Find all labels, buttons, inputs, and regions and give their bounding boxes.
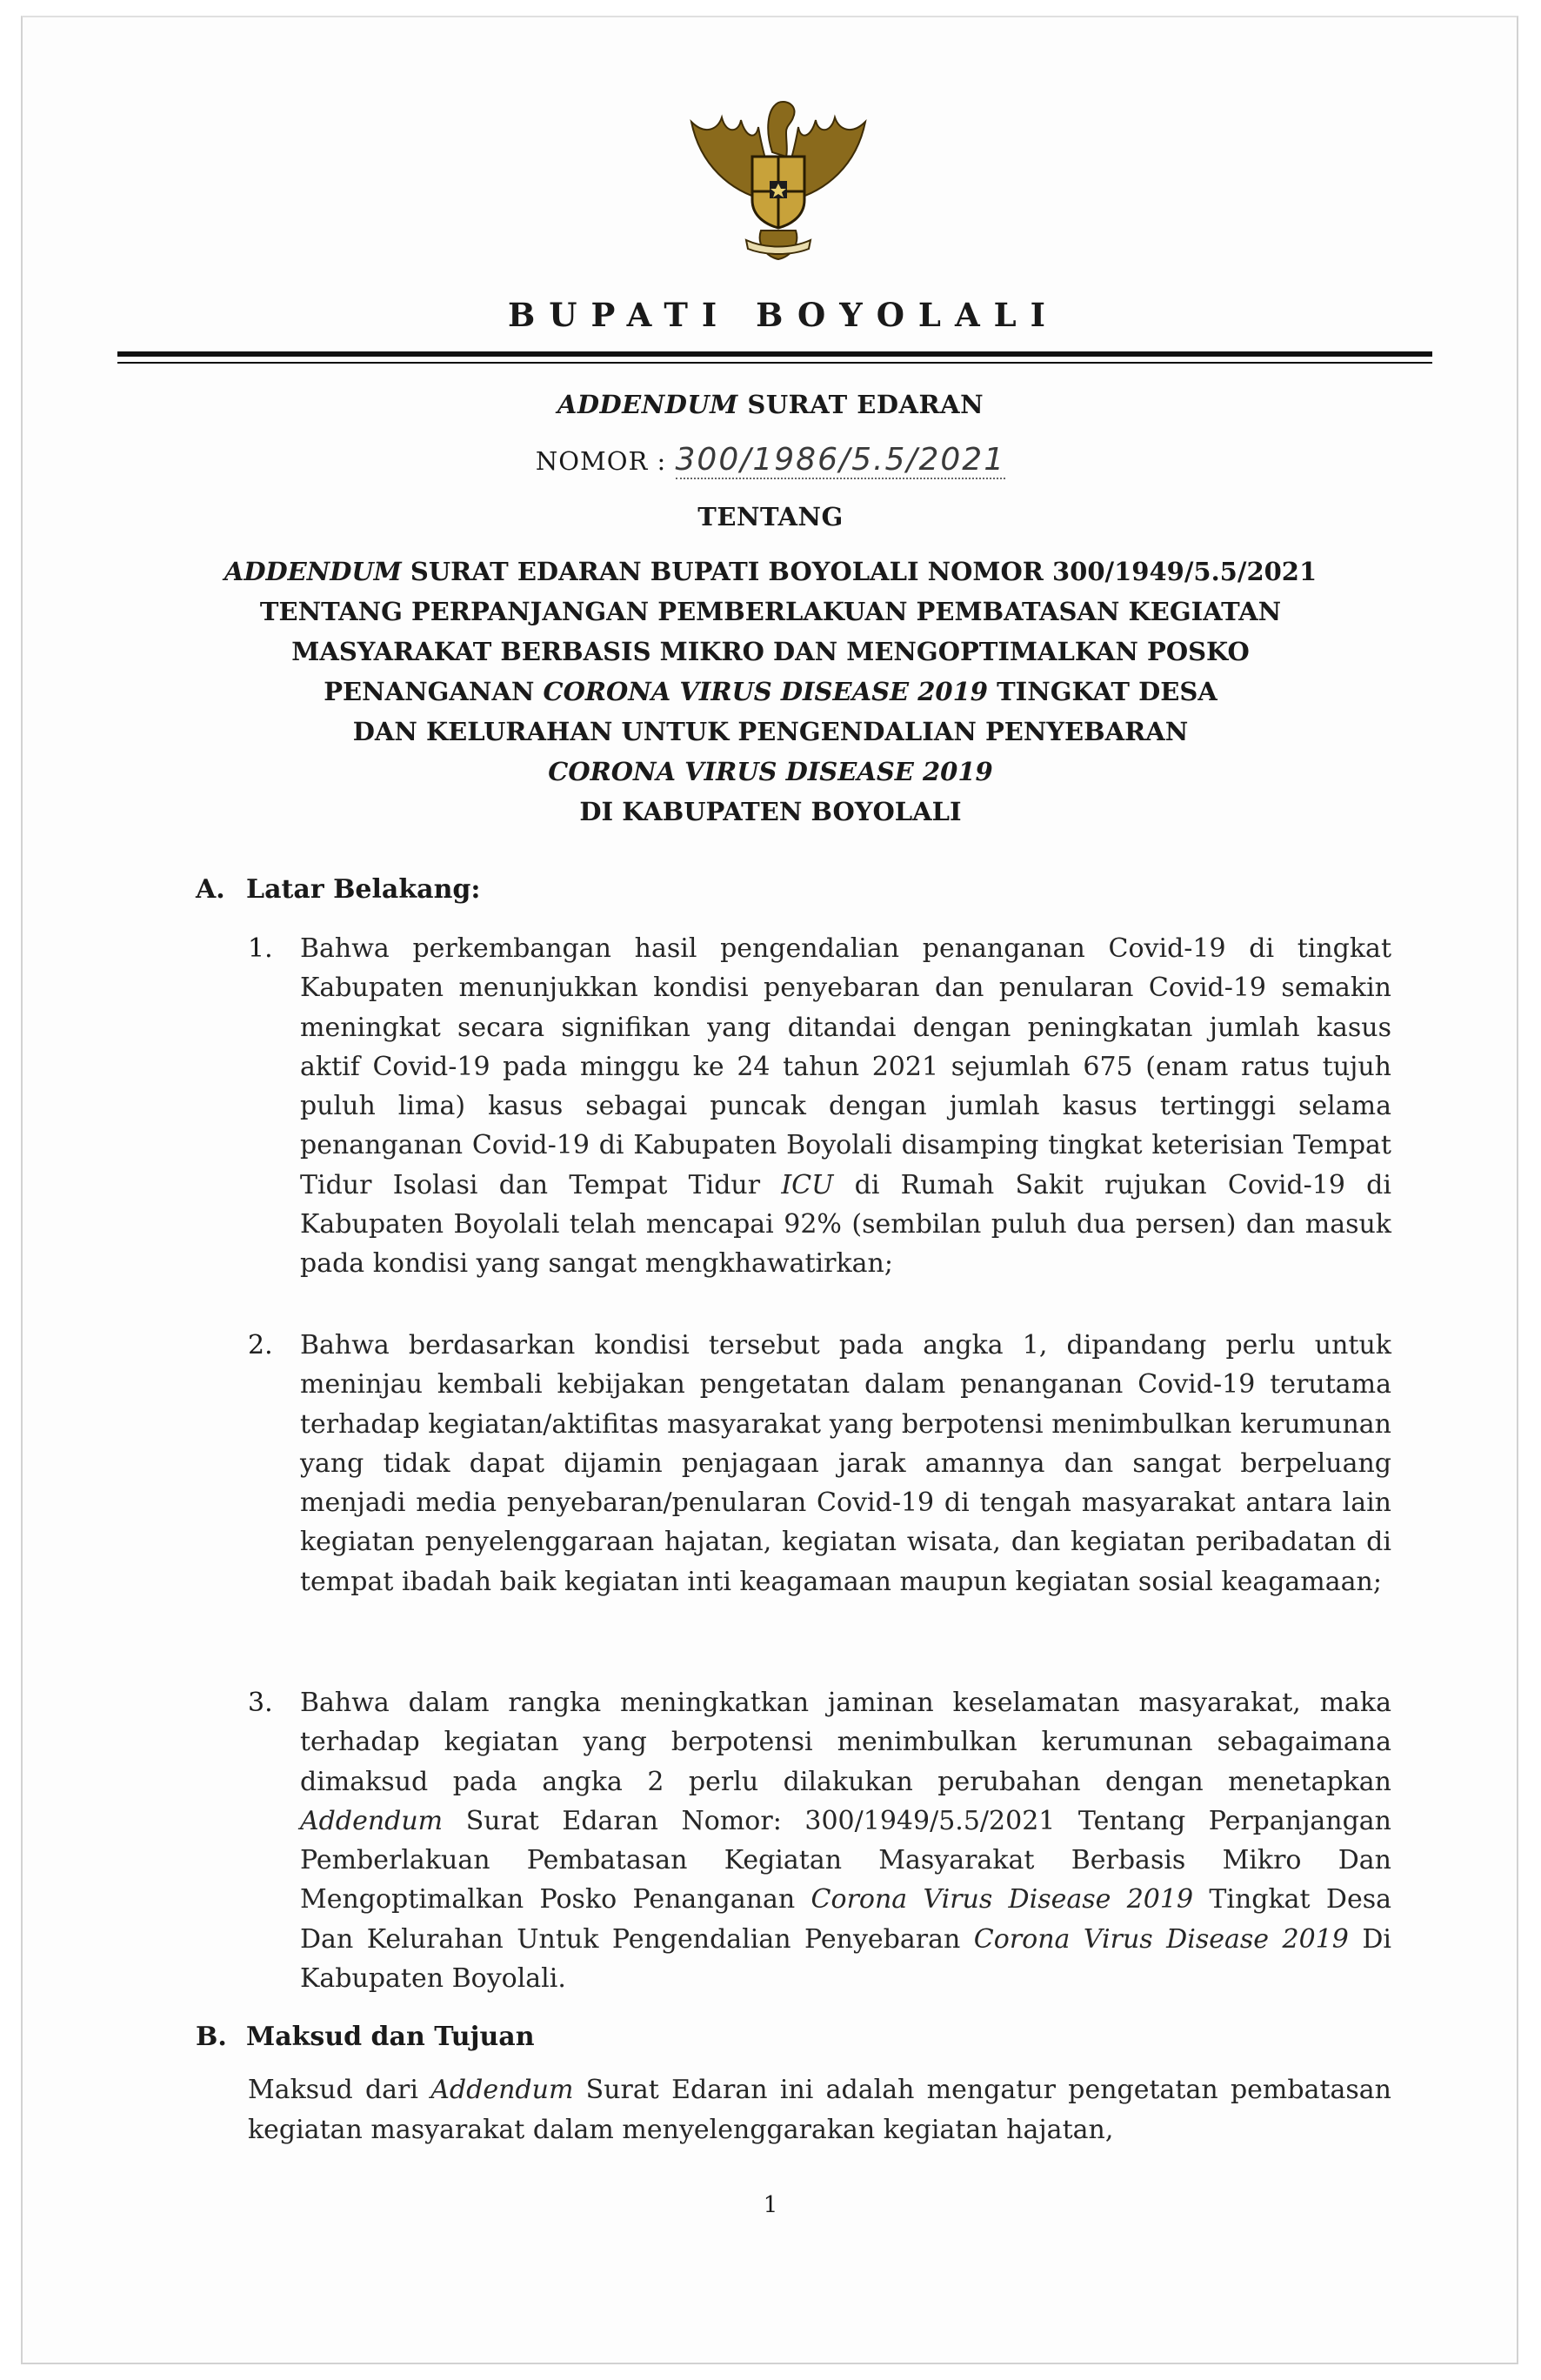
section-a-item-3 (248, 1683, 1391, 1998)
item-number: 2. (248, 1330, 273, 1360)
item-text: Bahwa berdasarkan kondisi tersebut pada angka 1, dipandang perlu untuk meninjau kembali kebijakan pengetatan dalam penanganan Covid-19 terutama terhadap kegiatan/aktifitas masyarakat yang berpotensi menimbulkan kerumunan yang tidak dapat dijamin penjagaan jarak amannya dan sangat berpeluang menjadi media penyebaran/penularan Covid-19 di tengah masyarakat antara lain kegiatan penyelenggaraan hajatan, kegiatan wisata, dan kegiatan peribadatan di tempat ibadah baik kegiatan inti keagamaan maupun kegiatan sosial keagamaan; (300, 1330, 1391, 1597)
doc-type: SURAT EDARAN (747, 390, 984, 419)
letterhead-rule-thin (117, 362, 1432, 364)
section-b-paragraph (248, 2070, 1391, 2150)
subject-line-1-text: SURAT EDARAN BUPATI BOYOLALI NOMOR 300/1949/5.5/2021 (410, 557, 1318, 586)
document-title (0, 390, 1541, 419)
item-3-part-1: Bahwa dalam rangka meningkatkan jaminan keselamatan masyarakat, maka terhadap kegiatan yang berpotensi menimbulkan kerumunan sebagaimana dimaksud pada angka 2 perlu dilakukan perubahan dengan menetapkan (300, 1688, 1391, 1797)
item-text (300, 1683, 1391, 1998)
subject-line-1 (0, 552, 1541, 592)
subject-addendum-word: ADDENDUM (223, 557, 402, 586)
item-1-part-1: Bahwa perkembangan hasil pengendalian penanganan Covid-19 di tingkat Kabupaten menunjukkan kondisi penyebaran dan penularan Covid-19 semakin meningkat secara signifikan yang ditandai dengan peningkatan jumlah kasus aktif Covid-19 pada minggu ke 24 tahun 2021 sejumlah 675 (enam ratus tujuh puluh lima) kasus sebagai puncak dengan jumlah kasus tertinggi selama penanganan Covid-19 di Kabupaten Boyolali disamping tingkat keterisian Tempat Tidur Isolasi dan Tempat Tidur (300, 933, 1391, 1200)
section-b-addendum: Addendum (430, 2075, 574, 2105)
section-a-title: Latar Belakang: (246, 874, 481, 905)
section-a-letter: A. (196, 874, 225, 905)
item-text (300, 929, 1391, 1284)
subject-line-3: MASYARAKAT BERBASIS MIKRO DAN MENGOPTIMALKAN POSKO (291, 637, 1250, 666)
subject-line-6: CORONA VIRUS DISEASE 2019 (548, 757, 993, 786)
item-number: 1. (248, 933, 273, 964)
item-3-addendum: Addendum (300, 1805, 444, 1836)
section-b-title: Maksud dan Tujuan (246, 2022, 535, 2052)
section-b-heading (196, 2022, 535, 2052)
page-number: 1 (763, 2192, 778, 2218)
garuda-emblem-icon (670, 70, 887, 270)
addendum-word: ADDENDUM (557, 390, 738, 419)
item-3-covid-2: Corona Virus Disease 2019 (973, 1923, 1349, 1955)
document-number (0, 442, 1541, 478)
item-1-part-2: di Rumah Sakit rujukan Covid-19 di Kabupaten Boyolali telah mencapai 92% (sembilan puluh dua persen) dan masuk pada kondisi yang sangat mengkhawatirkan; (300, 1169, 1391, 1280)
subject-line-4 (0, 672, 1541, 712)
tentang-label: TENTANG (697, 502, 844, 531)
item-1-icu: ICU (781, 1169, 834, 1200)
section-a-item-1 (248, 929, 1391, 1284)
nomor-value: 300/1986/5.5/2021 (675, 442, 1006, 478)
item-3-part-3: Tingkat Desa Dan Kelurahan Untuk Pengendalian Penyebaran (300, 1884, 1391, 1955)
section-a-item-2 (248, 1326, 1391, 1601)
section-b-part-2: Surat Edaran ini adalah mengatur pengetatan pembatasan kegiatan masyarakat dalam menyelenggarakan kegiatan hajatan, (248, 2075, 1391, 2145)
agency-name: BUPATI BOYOLALI (508, 296, 1059, 334)
subject-line-2: TENTANG PERPANJANGAN PEMBERLAKUAN PEMBATASAN KEGIATAN (259, 597, 1282, 626)
subject-block (0, 552, 1541, 832)
letterhead-rule-thick (117, 351, 1432, 357)
item-3-part-2: Surat Edaran Nomor: 300/1949/5.5/2021 Tentang Perpanjangan Pemberlakuan Pembatasan Kegiatan Masyarakat Berbasis Mikro Dan Mengoptimalkan Posko Penanganan (300, 1805, 1391, 1915)
subject-line-4-post: TINGKAT DESA (997, 677, 1217, 706)
section-b-letter: B. (196, 2022, 227, 2052)
nomor-label: NOMOR : (535, 446, 667, 476)
subject-line-4-pre: PENANGANAN (324, 677, 535, 706)
section-b-part-1: Maksud dari (248, 2075, 418, 2105)
item-3-part-4: Di Kabupaten Boyolali. (300, 1923, 1391, 1995)
subject-line-7: DI KABUPATEN BOYOLALI (579, 797, 962, 826)
item-number: 3. (248, 1688, 273, 1718)
subject-line-5: DAN KELURAHAN UNTUK PENGENDALIAN PENYEBARAN (352, 717, 1189, 746)
section-a-heading (196, 874, 480, 905)
item-3-covid-1: Corona Virus Disease 2019 (811, 1884, 1194, 1915)
subject-line-4-ital: CORONA VIRUS DISEASE 2019 (543, 677, 988, 706)
